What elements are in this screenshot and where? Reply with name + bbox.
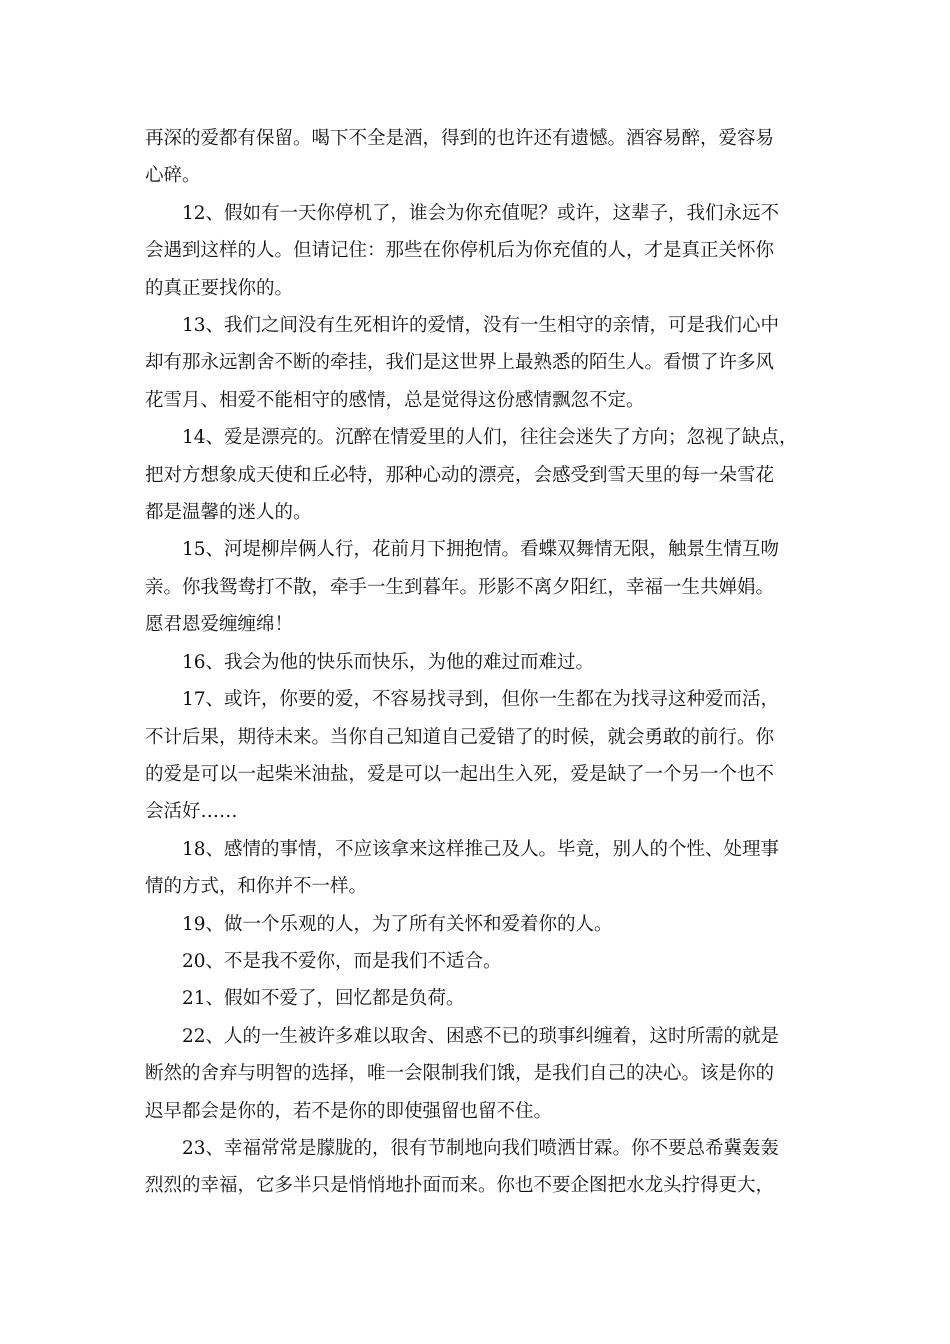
paragraph-16: 16、我会为他的快乐而快乐，为他的难过而难过。 [145,651,595,673]
paragraph-13: 13、我们之间没有生死相许的爱情，没有一生相守的亲情，可是我们心中 却有那永远割舍不断的牵挂，我们是这世界上最熟悉的陌生人。看惯了许多风 花雪月、相爱不能相守的感情，总是觉得这份感情飘忽不定。 [145,315,780,411]
paragraph-21: 21、假如不爱了，回忆都是负荷。 [145,988,465,1010]
paragraph-20: 20、不是我不爱你，而是我们不适合。 [145,950,502,972]
paragraph-12: 12、假如有一天你停机了，谁会为你充值呢？或许，这辈子，我们永远不 会遇到这样的人。但请记住：那些在你停机后为你充值的人，才是真正关怀你 的真正要找你的。 [145,202,780,299]
paragraph-14: 14、爱是漂亮的。沉醉在情爱里的人们，往往会迷失了方向；忽视了缺点， 把对方想象成天使和丘必特，那种心动的漂亮，会感受到雪天里的每一朵雪花 都是温馨的迷人的。 [145,427,798,524]
paragraph-18: 18、感情的事情，不应该拿来这样推己及人。毕竟，别人的个性、处理事 情的方式，和你并不一样。 [145,838,780,898]
paragraph-15: 15、河堤柳岸俩人行，花前月下拥抱情。看蝶双舞情无限，触景生情互吻 亲。你我鸳鸯打不散，牵手一生到暮年。形影不离夕阳红，幸福一生共婵娟。 愿君恩爱缠缠绵！ [145,539,780,636]
paragraph-19: 19、做一个乐观的人，为了所有关怀和爱着你的人。 [145,913,613,935]
paragraph-continued: 再深的爱都有保留。喝下不全是酒，得到的也许还有遗憾。酒容易醉，爱容易 心碎。 [145,128,775,187]
document-page [145,120,810,1205]
paragraph-17: 17、或许，你要的爱，不容易找寻到，但你一生都在为找寻这种爱而活， 不计后果，期待未来。当你自己知道自己爱错了的时候，就会勇敢的前行。你 的爱是可以一起柴米油盐，爱是可以一起出生入死，爱是缺了一个另一个也不 会活好…… [145,689,780,823]
paragraph-22: 22、人的一生被许多难以取舍、困惑不已的琐事纠缠着，这时所需的就是 断然的舍弃与明智的选择，唯一会限制我们饿，是我们自己的决心。该是你的 迟早都会是你的，若不是你的即使强留也留不住。 [145,1025,780,1122]
paragraph-23: 23、幸福常常是朦胧的，很有节制地向我们喷洒甘霖。你不要总希冀轰轰 烈烈的幸福，它多半只是悄悄地扑面而来。你也不要企图把水龙头拧得更大， [145,1137,780,1197]
